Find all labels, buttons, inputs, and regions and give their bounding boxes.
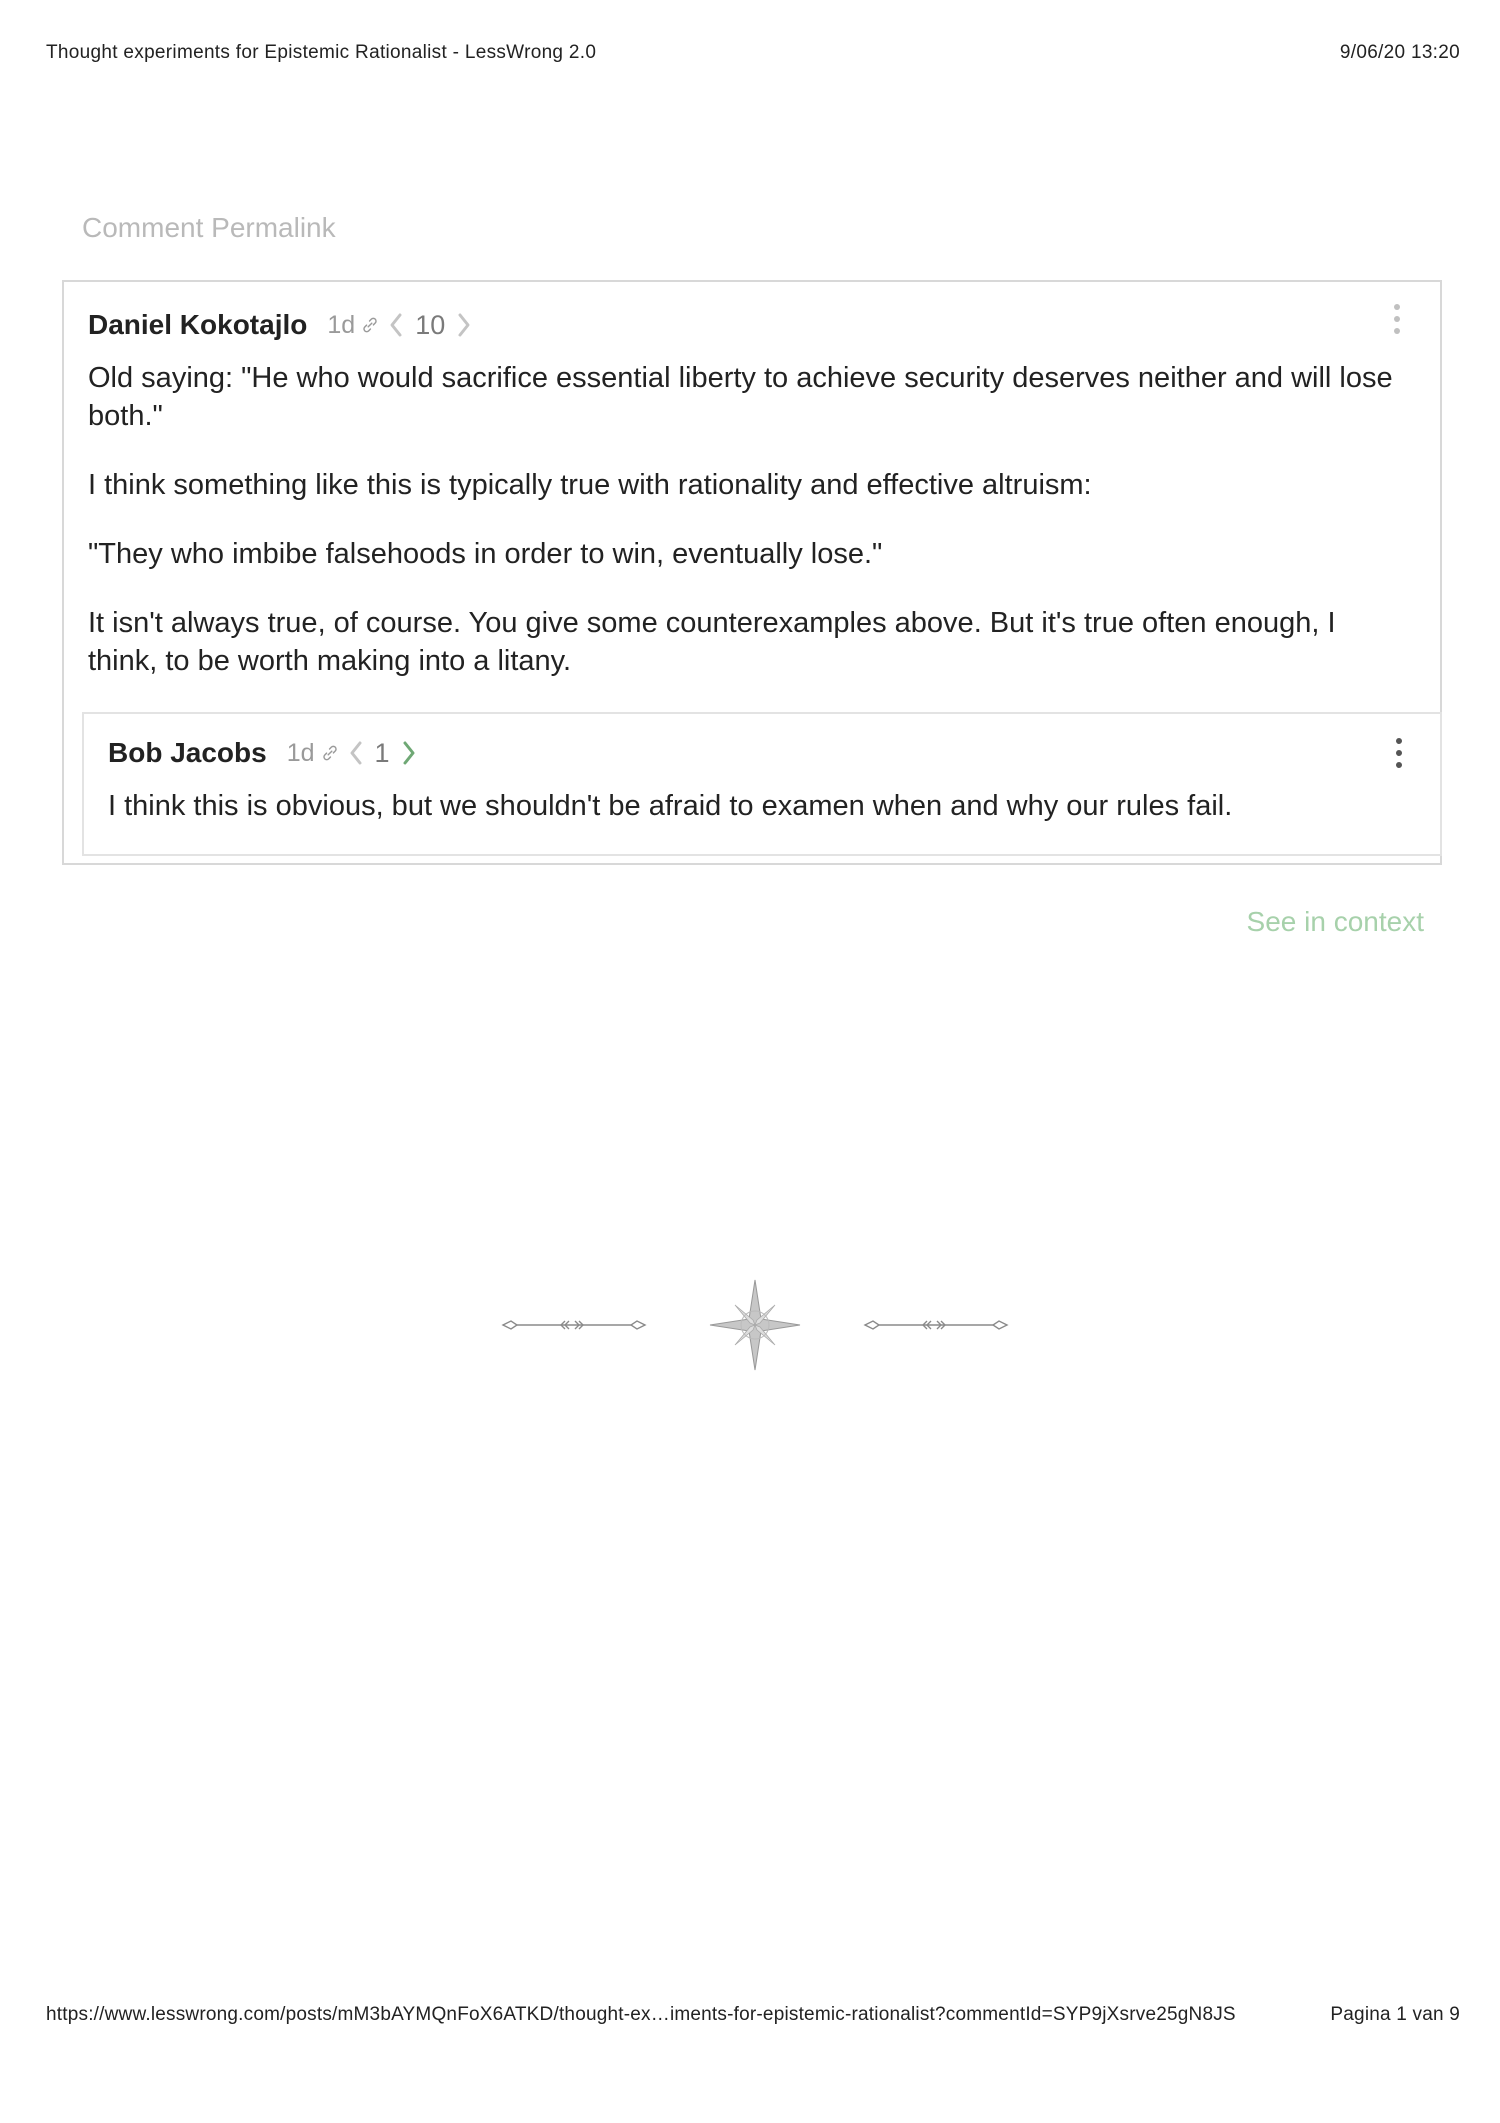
reply-comment-card [82, 712, 1442, 856]
print-footer-page-number: Pagina 1 van 9 [1330, 2004, 1460, 2025]
print-footer-url: https://www.lesswrong.com/posts/mM3bAYMQnFoX6ATKD/thought-ex…iments-for-epistemic-rationalist?commentId=SYP9jXsrve25gN8JS [46, 2004, 1236, 2025]
comment-karma-score: 10 [415, 309, 446, 340]
downvote-chevron-left-icon[interactable] [347, 740, 365, 766]
comment-card [62, 280, 1442, 865]
reply-karma-score: 1 [374, 737, 390, 768]
upvote-chevron-right-icon[interactable] [400, 740, 418, 766]
comment-paragraph: Old saying: "He who would sacrifice essential liberty to achieve security deserves neither and will lose both." [88, 362, 1393, 432]
reply-body [108, 787, 1408, 856]
see-in-context-link[interactable]: See in context [1246, 906, 1424, 937]
comment-body [88, 359, 1408, 711]
reply-menu-vertical-dots-icon[interactable] [1394, 736, 1404, 770]
comment-author[interactable]: Daniel Kokotajlo [88, 309, 308, 340]
comment-paragraph: I think something like this is typically true with rationality and effective altruism: [88, 469, 1092, 501]
comment-menu-vertical-dots-icon[interactable] [1392, 302, 1402, 336]
downvote-chevron-left-icon[interactable] [387, 312, 405, 338]
comment-age[interactable]: 1d [327, 310, 356, 339]
link-icon[interactable] [321, 744, 339, 762]
print-header-datetime: 9/06/20 13:20 [1339, 42, 1460, 63]
comment-paragraph: It isn't always true, of course. You give some counterexamples above. But it's true often enough, I think, to be worth making into a litany. [88, 607, 1336, 677]
compass-star-icon [495, 1275, 1015, 1375]
reply-age[interactable]: 1d [286, 738, 315, 767]
print-header-title: Thought experiments for Epistemic Rationalist - LessWrong 2.0 [46, 42, 597, 63]
upvote-chevron-right-icon[interactable] [455, 312, 473, 338]
link-icon[interactable] [361, 316, 379, 334]
reply-header [108, 732, 418, 774]
comment-permalink-label: Comment Permalink [82, 212, 336, 243]
comment-paragraph: "They who imbibe falsehoods in order to win, eventually lose." [88, 538, 883, 570]
reply-paragraph: I think this is obvious, but we shouldn't be afraid to examen when and why our rules fail. [108, 790, 1233, 822]
reply-author[interactable]: Bob Jacobs [108, 737, 267, 768]
comment-header [88, 304, 473, 346]
